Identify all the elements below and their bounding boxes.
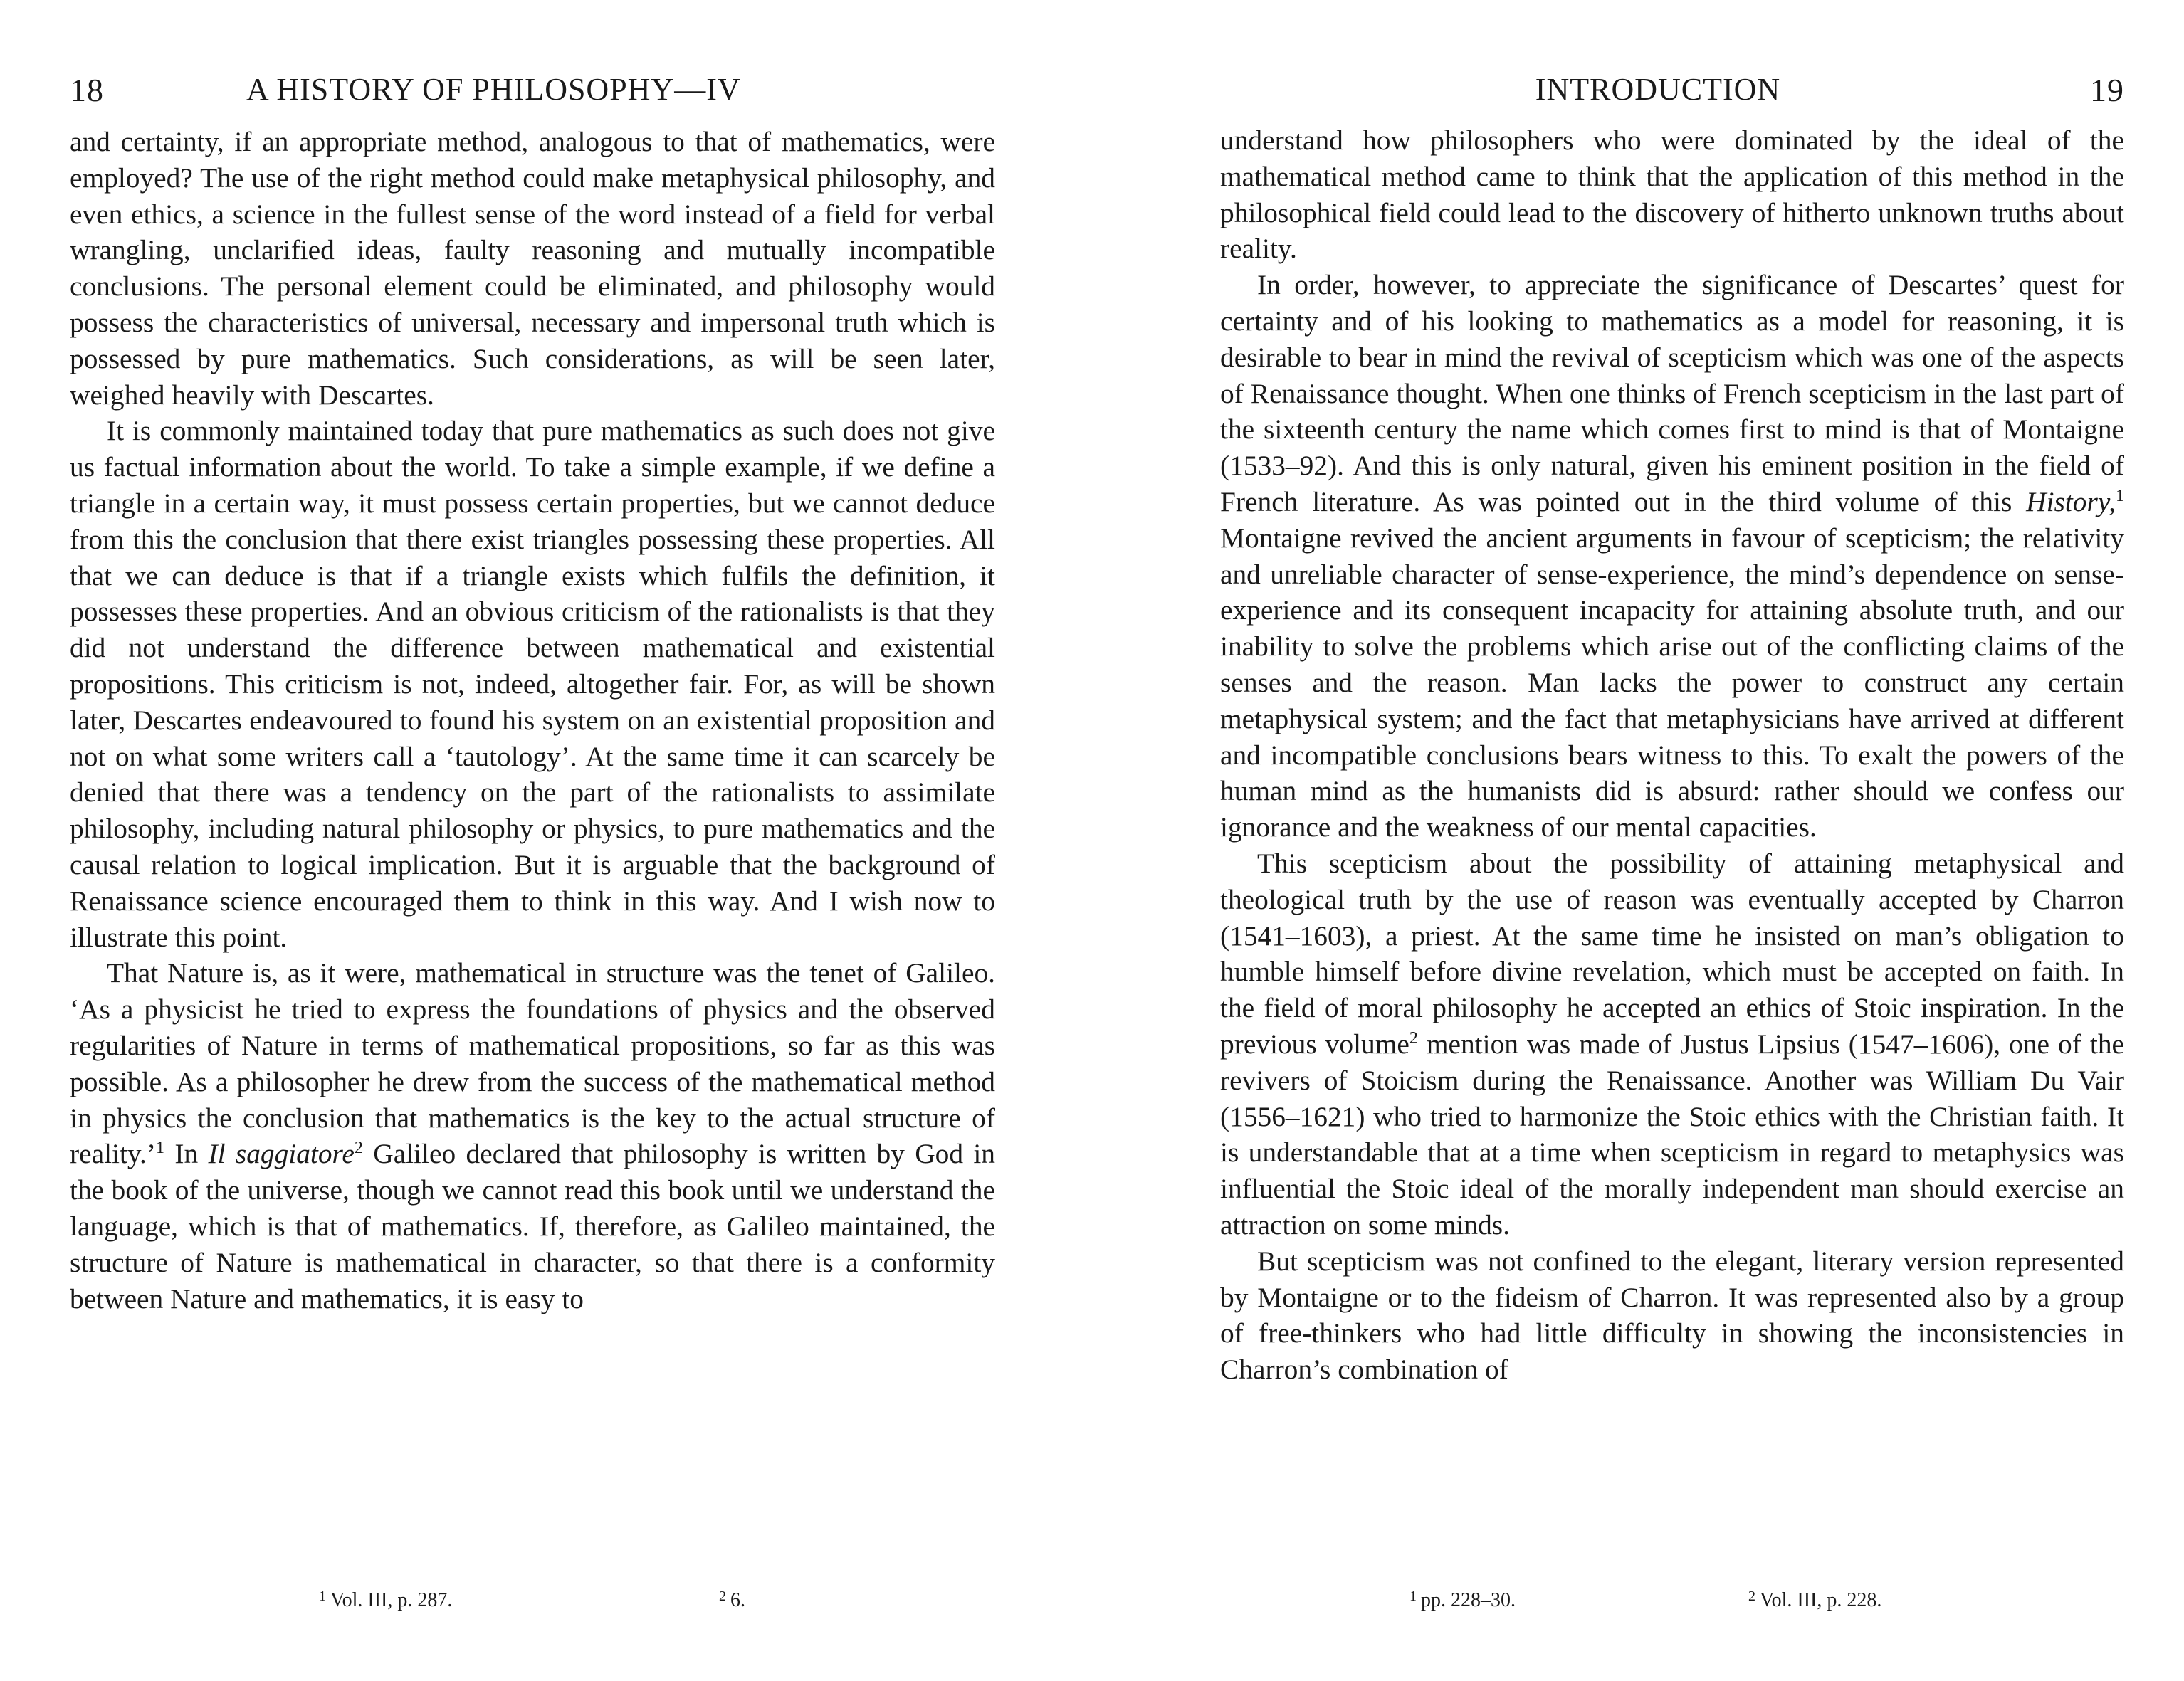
footnote-ref: 1 — [2116, 486, 2124, 505]
running-head — [1220, 71, 2124, 121]
footnotes — [70, 1588, 995, 1620]
italic-text: History, — [2026, 485, 2116, 517]
footnote — [719, 1588, 745, 1612]
paragraph — [1220, 267, 2124, 845]
paragraph — [70, 413, 995, 955]
left-page — [70, 0, 995, 1681]
footnote-mark: 2 — [719, 1588, 726, 1604]
running-title: INTRODUCTION — [1535, 72, 1781, 107]
footnote-text: 6. — [730, 1589, 745, 1611]
footnote-text: Vol. III, p. 287. — [330, 1589, 453, 1611]
footnote — [1409, 1588, 1516, 1612]
text-run: and certainty, if an appropriate method, analogous to that of mathematics, were employed? The use of the right method could make metaphysical philosophy, and even ethics, a science in the fullest sense of the word instead of a field for verbal wrangling, unclarified ideas, faulty reasoning and mutually incompatible conclusions. The personal element could be eliminated, and philosophy would possess the characteristics of universal, necessary and impersonal truth which is possessed by pure mathematics. Such considerations, as will be seen later, weighed heavily with Descartes. — [70, 126, 995, 411]
body-text — [1220, 122, 2124, 1388]
text-run: In — [164, 1138, 209, 1170]
footnote — [319, 1588, 452, 1612]
footnote-mark: 1 — [1409, 1588, 1417, 1604]
footnote-text: Vol. III, p. 228. — [1760, 1589, 1882, 1611]
paragraph — [1220, 122, 2124, 267]
italic-text: Il saggiatore — [208, 1138, 355, 1170]
text-run: Montaigne revived the ancient arguments in favour of scepticism; the relativity and unreliable character of sense-experience, the mind’s dependence on sense-experience and its consequent incapacity for attaining absolute truth, and our inability to solve the problems which arise out of the conflicting claims of the senses and the reason. Man lacks the power to construct any certain metaphysical system; and the fact that metaphysicians have arrived at different and incompatible conclusions bears witness to this. To exalt the powers of the human mind as the humanists did is absurd: rather should we confess our ignorance and the weakness of our mental capacities. — [1220, 522, 2124, 843]
right-page — [1220, 0, 2124, 1681]
paragraph — [1220, 1243, 2124, 1388]
footnotes — [1220, 1588, 2124, 1620]
paragraph — [70, 955, 995, 1317]
page-number: 18 — [70, 72, 104, 108]
paragraph — [70, 124, 995, 413]
footnote-mark: 2 — [1748, 1588, 1755, 1604]
paragraph — [1220, 845, 2124, 1243]
running-title: A HISTORY OF PHILOSOPHY—IV — [246, 72, 741, 107]
text-run: In order, however, to appreciate the significance of Descartes’ quest for certainty and of his looking to mathematics as a model for reasoning, it is desirable to bear in mind the revival of scepticism which was one of the aspects of Renaissance thought. When one thinks of French scepticism in the last part of the sixteenth century the name which comes first to mind is that of Montaigne (1533–92). And this is only natural, given his eminent position in the field of French literature. As was pointed out in the third volume of this — [1220, 269, 2124, 517]
text-run: That Nature is, as it were, mathematical in structure was the tenet of Galileo. ‘As a physicist he tried to express the foundations of physics and the observed regularities of Nature in terms of mathematical propositions, so far as this was possible. As a philosopher he drew from the success of the mathematical method in physics the conclusion that mathematics is the key to the actual structure of reality.’ — [70, 957, 995, 1170]
text-run: mention was made of Justus Lipsius (1547–1606), one of the revivers of Stoicism during the Renaissance. Another was William Du Vair (1556–1621) who tried to harmonize the Stoic ethics with the Christian faith. It is understandable that at a time when scepticism in regard to metaphysics was influential the Stoic ideal of the morally independent man should exercise an attraction on some minds. — [1220, 1028, 2125, 1240]
footnote-mark: 1 — [319, 1588, 326, 1604]
footnote-text: pp. 228–30. — [1421, 1589, 1516, 1611]
footnote — [1748, 1588, 1881, 1612]
text-run: But scepticism was not confined to the elegant, literary version represented by Montaigne or to the fideism of Charron. It was represented also by a group of free-thinkers who had little difficulty in showing the inconsistencies in Charron’s combination of — [1220, 1245, 2124, 1386]
running-head — [70, 71, 995, 121]
text-run: understand how philosophers who were dominated by the ideal of the mathematical method came to think that the application of this method in the philosophical field could lead to the discovery of hitherto unknown truths about reality. — [1220, 125, 2124, 265]
text-run: It is commonly maintained today that pure mathematics as such does not give us factual information about the world. To take a simple example, if we define a triangle in a certain way, it must possess certain properties, but we cannot deduce from this the conclusion that there exist triangles possessing these properties. All that we can deduce is that if a triangle exists which fulfils the definition, it possesses these properties. And an obvious criticism of the rationalists is that they did not understand the difference between mathematical and existential propositions. This criticism is not, indeed, altogether fair. For, as will be shown later, Descartes endeavoured to found his system on an existential proposition and not on what some writers call a ‘tautology’. At the same time it can scarcely be denied that there was a tendency on the part of the rationalists to assimilate philosophy, including natural philosophy or physics, to pure mathematics and the causal relation to logical implication. But it is arguable that the background of Renaissance science encouraged them to think in this way. And I wish now to illustrate this point. — [70, 415, 995, 953]
body-text — [70, 124, 995, 1317]
page-number: 19 — [2090, 72, 2124, 108]
footnote-ref: 2 — [1409, 1028, 1418, 1048]
text-run: This scepticism about the possibility of attaining metaphysical and theological truth by the use of reason was eventually accepted by Charron (1541–1603), a priest. At the same time he insisted on man’s obligation to humble himself before divine revelation, which must be accepted on faith. In the field of moral philosophy he accepted an ethics of Stoic inspiration. In the previous volume — [1220, 847, 2124, 1060]
text-run: Galileo declared that philosophy is written by God in the book of the universe, though we cannot read this book until we understand the language, which is that of mathematics. If, therefore, as Galileo maintained, the structure of Nature is mathematical in character, so that there is a conformity between Nature and mathematics, it is easy to — [70, 1138, 995, 1314]
footnote-ref: 1 — [156, 1139, 165, 1158]
footnote-ref: 2 — [354, 1139, 363, 1158]
